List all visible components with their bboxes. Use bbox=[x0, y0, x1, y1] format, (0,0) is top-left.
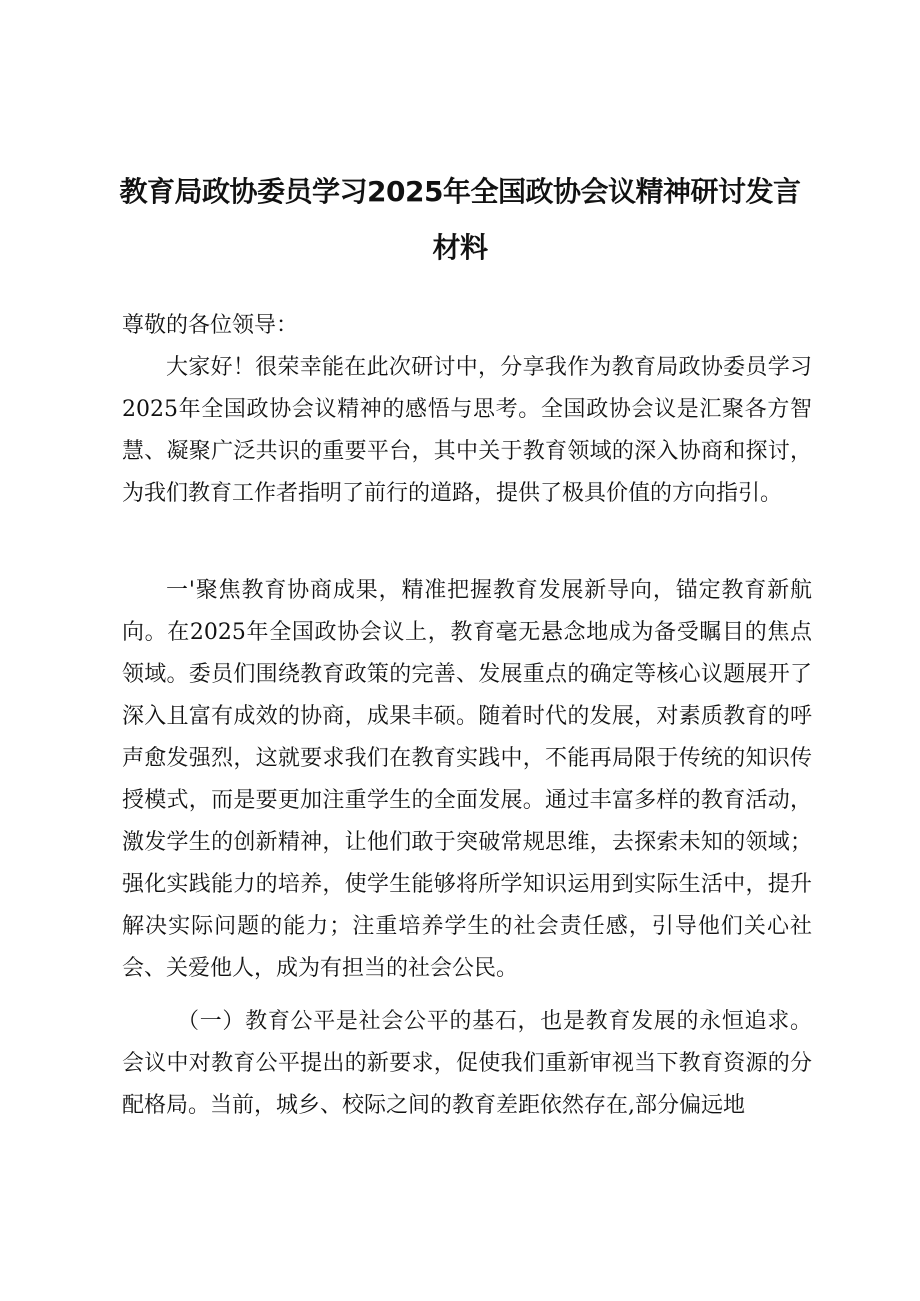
document-title bbox=[110, 164, 810, 276]
paragraph-text: 大家好！很荣幸能在此次研讨中，分享我作为教育局政协委员学习2025年全国政协会议精神的感悟与思考。全国政协会议是汇聚各方智慧、凝聚广泛共识的重要平台，其中关于教育领域的深入协商和探讨，为我们教育工作者指明了前行的道路，提供了极具价值的方向指引。 bbox=[122, 355, 812, 506]
paragraph-section-one bbox=[122, 570, 812, 990]
title-line-1: 教育局政协委员学习2025年全国政协会议精神研讨发言 bbox=[119, 175, 801, 208]
paragraph-greeting bbox=[122, 347, 812, 515]
paragraph-text: （一）教育公平是社会公平的基石，也是教育发展的永恒追求。会议中对教育公平提出的新要求，促使我们重新审视当下教育资源的分配格局。当前，城乡、校际之间的教育差距依然存在,部分偏远地 bbox=[122, 1009, 812, 1118]
paragraph-subsection-one bbox=[122, 1001, 812, 1127]
title-line-2: 材料 bbox=[432, 231, 488, 264]
paragraph-text: 一'聚焦教育协商成果，精准把握教育发展新导向，锚定教育新航向。在2025年全国政协会议上，教育毫无悬念地成为备受瞩目的焦点领域。委员们围绕教育政策的完善、发展重点的确定等核心议题展开了深入且富有成效的协商，成果丰硕。随着时代的发展，对素质教育的呼声愈发强烈，这就要求我们在教育实践中，不能再局限于传统的知识传授模式，而是要更加注重学生的全面发展。通过丰富多样的教育活动，激发学生的创新精神，让他们敢于突破常规思维，去探索未知的领域；强化实践能力的培养，使学生能够将所学知识运用到实际生活中，提升解决实际问题的能力；注重培养学生的社会责任感，引导他们关心社会、关爱他人，成为有担当的社会公民。 bbox=[122, 578, 812, 981]
salutation: 尊敬的各位领导： bbox=[122, 313, 299, 338]
